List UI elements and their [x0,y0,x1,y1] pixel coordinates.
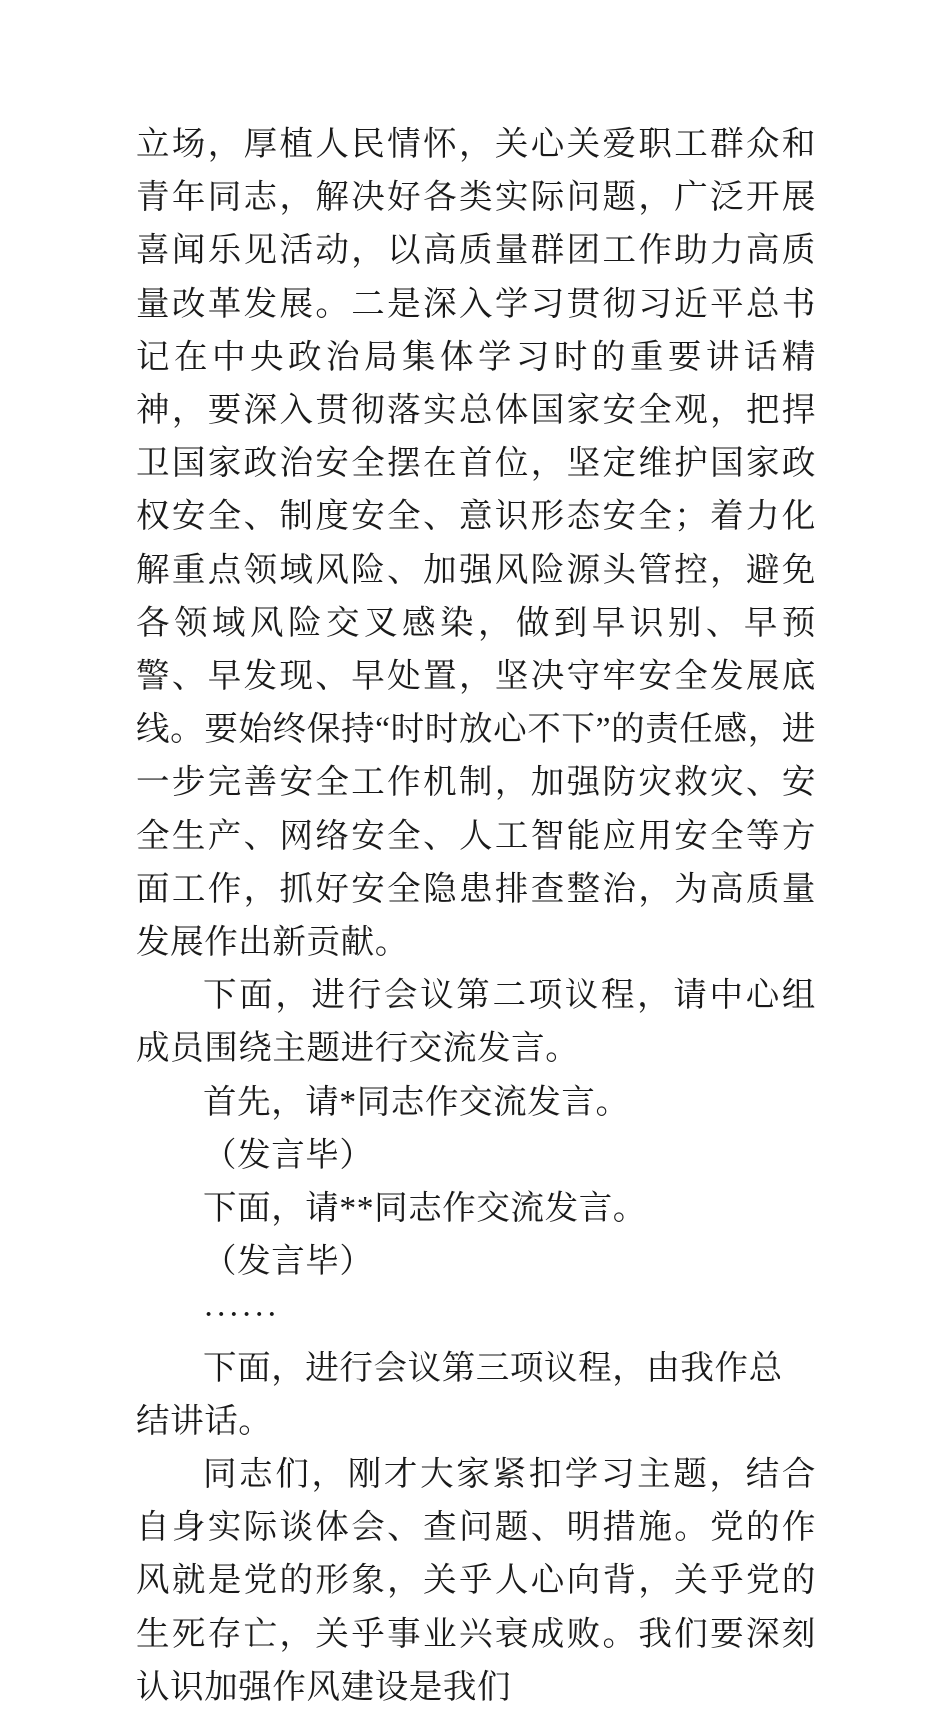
paragraph-speech-end-second: （发言毕） [203,1243,374,1281]
paragraph-agenda-item-three: 下面，进行会议第三项议程，由我作总结讲话。 [136,1349,783,1440]
document-text-body [136,118,816,1714]
paragraph-summary-comrades: 同志们，刚才大家紧扣学习主题，结合自身实际谈体会、查问题、明措施。党的作风就是党的形象，关乎人心向背，关乎党的生死存亡，关乎事业兴衰成败。我们要深刻认识加强作风建设是我们 [136,1456,816,1706]
paragraph-second-speaker-invite: 下面，请**同志作交流发言。 [203,1190,647,1228]
paragraph-continued-security-work: 立场，厚植人民情怀，关心关爱职工群众和青年同志，解决好各类实际问题，广泛开展喜闻乐见活动，以高质量群团工作助力高质量改革发展。二是深入学习贯彻习近平总书记在中央政治局集体学习时的重要讲话精神，要深入贯彻落实总体国家安全观，把捍卫国家政治安全摆在首位，坚定维护国家政权安全、制度安全、意识形态安全；着力化解重点领域风险、加强风险源头管控，避免各领域风险交叉感染，做到早识别、早预警、早发现、早处置，坚决守牢安全发展底线。要始终保持“时时放心不下”的责任感，进一步完善安全工作机制，加强防灾救灾、安全生产、网络安全、人工智能应用安全等方面工作，抓好安全隐患排查整治，为高质量发展作出新贡献。 [136,126,816,962]
paragraph-first-speaker-invite: 首先，请*同志作交流发言。 [203,1083,630,1121]
paragraph-speech-end-first: （发言毕） [203,1136,374,1174]
paragraph-ellipsis: ······ [203,1296,279,1334]
paragraph-agenda-item-two: 下面，进行会议第二项议程，请中心组成员围绕主题进行交流发言。 [136,977,816,1068]
